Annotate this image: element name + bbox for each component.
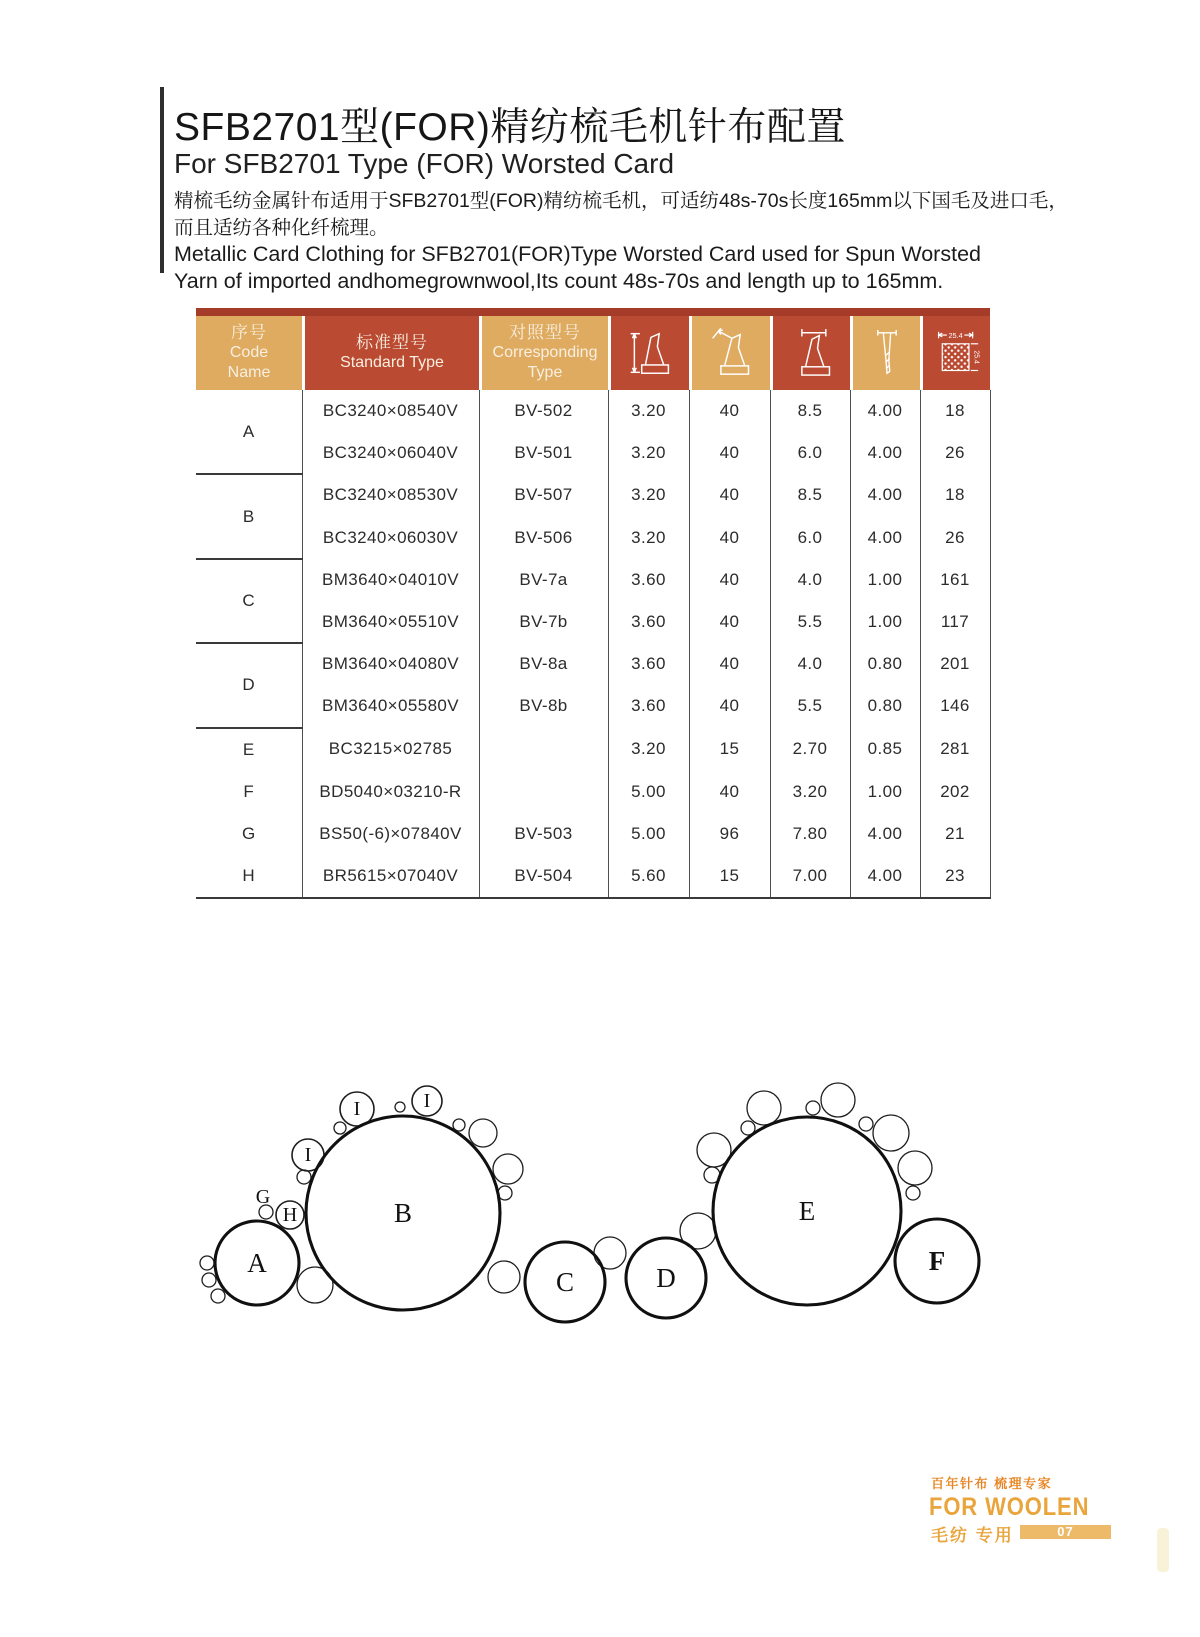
- pitch-cell: 4.0: [770, 559, 850, 601]
- points-cell: 202: [920, 771, 990, 813]
- points-cell: 146: [920, 685, 990, 727]
- corresponding-cell: BV-503: [479, 813, 608, 855]
- header-standard-type: [302, 316, 479, 390]
- base-cell: 1.00: [850, 601, 920, 643]
- standard-cell: BD5040×03210-R: [302, 771, 479, 813]
- pitch-cell: 3.20: [770, 771, 850, 813]
- base-cell: 1.00: [850, 559, 920, 601]
- pitch-cell: 7.80: [770, 813, 850, 855]
- corresponding-cell: [479, 771, 608, 813]
- satellite-roller: [873, 1115, 909, 1151]
- standard-cell: BS50(-6)×07840V: [302, 813, 479, 855]
- pitch-cell: 6.0: [770, 432, 850, 474]
- angle-cell: 15: [689, 728, 770, 771]
- roller-label-I: I: [304, 1144, 312, 1166]
- corresponding-cell: BV-504: [479, 855, 608, 898]
- base-cell: 1.00: [850, 771, 920, 813]
- angle-cell: 40: [689, 390, 770, 432]
- corresponding-cell: BV-502: [479, 390, 608, 432]
- pitch-cell: 5.5: [770, 601, 850, 643]
- brand-logo-cn: 毛纺 专用: [931, 1526, 1014, 1545]
- corresponding-cell: BV-501: [479, 432, 608, 474]
- satellite-roller: [806, 1101, 820, 1115]
- code-cell: C: [196, 559, 302, 643]
- page-subtitle: For SFB2701 Type (FOR) Worsted Card: [174, 148, 675, 179]
- standard-cell: BM3640×04080V: [302, 643, 479, 685]
- roller-label-C: C: [555, 1267, 575, 1297]
- density-side-label: 25.4: [971, 350, 979, 364]
- satellite-roller: [898, 1151, 932, 1185]
- standard-cell: BM3640×05510V: [302, 601, 479, 643]
- angle-cell: 15: [689, 855, 770, 898]
- standard-cell: BC3240×06030V: [302, 517, 479, 559]
- satellite-roller: [859, 1117, 873, 1131]
- satellite-roller: [594, 1237, 626, 1269]
- wire-pitch-icon: [789, 324, 835, 382]
- header-code-cn: 序号: [231, 323, 267, 342]
- description-en: [174, 241, 981, 295]
- header-wire-angle-col: [689, 316, 770, 390]
- height-cell: 5.00: [608, 771, 689, 813]
- height-cell: 3.20: [608, 474, 689, 516]
- wire-height-icon: [627, 324, 673, 382]
- code-cell: F: [243, 781, 255, 801]
- height-cell: 3.60: [608, 643, 689, 685]
- satellite-roller: [211, 1289, 225, 1303]
- points-cell: 18: [920, 390, 990, 432]
- corresponding-cell: [479, 728, 608, 771]
- points-cell: 161: [920, 559, 990, 601]
- base-cell: 0.80: [850, 685, 920, 727]
- roller-label-I: I: [423, 1090, 431, 1112]
- table-body: [196, 390, 991, 899]
- roller-label-A: A: [247, 1248, 267, 1278]
- base-cell: 4.00: [850, 432, 920, 474]
- angle-cell: 40: [689, 643, 770, 685]
- satellite-roller: [821, 1083, 855, 1117]
- base-cell: 4.00: [850, 813, 920, 855]
- satellite-roller: [202, 1273, 216, 1287]
- brand-logo: FOR WOOLEN: [929, 1493, 1090, 1521]
- table-row: [196, 771, 990, 813]
- satellite-roller: [488, 1261, 520, 1293]
- table-row: [196, 728, 990, 771]
- standard-cell: BC3240×08530V: [302, 474, 479, 516]
- table-header: [196, 316, 990, 390]
- table-row: [196, 601, 990, 643]
- satellite-roller: [493, 1154, 523, 1184]
- height-cell: 3.60: [608, 559, 689, 601]
- table-row: [196, 813, 990, 855]
- density-top-label: 25.4: [947, 330, 963, 340]
- roller-label-B: B: [393, 1198, 413, 1228]
- code-cell: E: [242, 739, 255, 759]
- roller-label-I: I: [353, 1098, 361, 1120]
- description-cn-line2: 而且适纺各种化纤梳理。: [174, 217, 389, 239]
- table-row: [196, 559, 990, 601]
- header-standard-en: Standard Type: [340, 354, 444, 371]
- pitch-cell: 6.0: [770, 517, 850, 559]
- angle-cell: 96: [689, 813, 770, 855]
- height-cell: 5.60: [608, 855, 689, 898]
- satellite-roller: [395, 1102, 405, 1112]
- roller-label-F: F: [928, 1246, 946, 1276]
- corresponding-cell: BV-507: [479, 474, 608, 516]
- header-wire-height-col: [608, 316, 689, 390]
- pitch-cell: 4.0: [770, 643, 850, 685]
- header-corresponding-en2: Type: [527, 364, 563, 381]
- satellite-roller: [906, 1186, 920, 1200]
- height-cell: 3.20: [608, 432, 689, 474]
- code-cell: H: [242, 866, 256, 886]
- base-cell: 4.00: [850, 855, 920, 898]
- code-cell: B: [196, 474, 302, 558]
- table-row: [196, 390, 990, 432]
- table-row: [196, 474, 990, 516]
- description-cn-line1: 精梳毛纺金属针布适用于SFB2701型(FOR)精纺梳毛机，可适纺48s-70s长度165mm以下国毛及进口毛，: [174, 190, 1068, 212]
- table-row: [196, 685, 990, 727]
- points-cell: 21: [920, 813, 990, 855]
- roller-label-G: G: [255, 1186, 271, 1208]
- corresponding-cell: BV-7b: [479, 601, 608, 643]
- header-code-en1: Code: [229, 344, 269, 361]
- header-wire-base-col: [850, 316, 920, 390]
- header-standard-cn: 标准型号: [356, 333, 428, 352]
- header-corresponding-type: [479, 316, 608, 390]
- satellite-roller: [469, 1119, 497, 1147]
- roller-label-E: E: [798, 1196, 816, 1226]
- base-cell: 0.80: [850, 643, 920, 685]
- description-en-line1: Metallic Card Clothing for SFB2701(FOR)Type Worsted Card used for Spun Worsted: [174, 242, 981, 266]
- header-code-en2: Name: [227, 364, 271, 381]
- points-cell: 117: [920, 601, 990, 643]
- table-top-strip: [196, 308, 990, 316]
- angle-cell: 40: [689, 601, 770, 643]
- satellite-roller: [297, 1170, 311, 1184]
- pitch-cell: 5.5: [770, 685, 850, 727]
- machine-diagram: [195, 1070, 995, 1335]
- corresponding-cell: BV-8b: [479, 685, 608, 727]
- code-cell: A: [196, 390, 302, 474]
- points-cell: 201: [920, 643, 990, 685]
- code-cell: D: [196, 643, 302, 727]
- angle-cell: 40: [689, 517, 770, 559]
- standard-cell: BM3640×05580V: [302, 685, 479, 727]
- points-cell: 18: [920, 474, 990, 516]
- angle-cell: 40: [689, 771, 770, 813]
- description-en-line2: Yarn of imported andhomegrownwool,Its count 48s-70s and length up to 165mm.: [174, 269, 944, 293]
- standard-cell: BC3240×08540V: [302, 390, 479, 432]
- roller-label-H: H: [282, 1204, 298, 1226]
- satellite-roller: [747, 1091, 781, 1125]
- table-row: [196, 517, 990, 559]
- footer-tagline: 百年针布 梳理专家: [931, 1476, 1053, 1491]
- height-cell: 3.60: [608, 685, 689, 727]
- code-cell: G: [241, 823, 256, 843]
- wire-angle-icon: [708, 324, 754, 382]
- header-corresponding-en1: Corresponding: [492, 344, 598, 361]
- satellite-roller: [334, 1122, 346, 1134]
- page-title: SFB2701型(FOR)精纺梳毛机针布配置: [174, 106, 846, 149]
- table-row: [196, 432, 990, 474]
- title-accent-bar: [160, 87, 164, 273]
- pitch-cell: 8.5: [770, 390, 850, 432]
- base-cell: 4.00: [850, 474, 920, 516]
- base-cell: 4.00: [850, 390, 920, 432]
- table-row: [196, 643, 990, 685]
- angle-cell: 40: [689, 432, 770, 474]
- standard-cell: BC3240×06040V: [302, 432, 479, 474]
- height-cell: 3.20: [608, 728, 689, 771]
- angle-cell: 40: [689, 474, 770, 516]
- header-corresponding-cn: 对照型号: [509, 323, 581, 342]
- standard-cell: BR5615×07040V: [302, 855, 479, 898]
- page-number-badge: 07: [1020, 1525, 1111, 1539]
- points-cell: 281: [920, 728, 990, 771]
- corresponding-cell: BV-506: [479, 517, 608, 559]
- standard-cell: BC3215×02785: [302, 728, 479, 771]
- points-cell: 23: [920, 855, 990, 898]
- points-cell: 26: [920, 517, 990, 559]
- height-cell: 3.20: [608, 517, 689, 559]
- pitch-cell: 2.70: [770, 728, 850, 771]
- pitch-cell: 7.00: [770, 855, 850, 898]
- satellite-roller: [200, 1256, 214, 1270]
- points-cell: 26: [920, 432, 990, 474]
- height-cell: 3.60: [608, 601, 689, 643]
- base-cell: 0.85: [850, 728, 920, 771]
- roller-label-D: D: [656, 1263, 676, 1293]
- header-wire-pitch-col: [770, 316, 850, 390]
- height-cell: 3.20: [608, 390, 689, 432]
- base-cell: 4.00: [850, 517, 920, 559]
- page-edge-mark: [1157, 1528, 1169, 1572]
- height-cell: 5.00: [608, 813, 689, 855]
- standard-cell: BM3640×04010V: [302, 559, 479, 601]
- angle-cell: 40: [689, 559, 770, 601]
- wire-base-icon: [864, 324, 910, 382]
- description-cn: [174, 188, 1068, 242]
- angle-cell: 40: [689, 685, 770, 727]
- spec-table: [196, 308, 990, 899]
- corresponding-cell: BV-8a: [479, 643, 608, 685]
- point-density-icon: [934, 324, 980, 382]
- header-point-density-col: [920, 316, 990, 390]
- header-code-name: [196, 316, 302, 390]
- pitch-cell: 8.5: [770, 474, 850, 516]
- corresponding-cell: BV-7a: [479, 559, 608, 601]
- table-row: [196, 855, 990, 898]
